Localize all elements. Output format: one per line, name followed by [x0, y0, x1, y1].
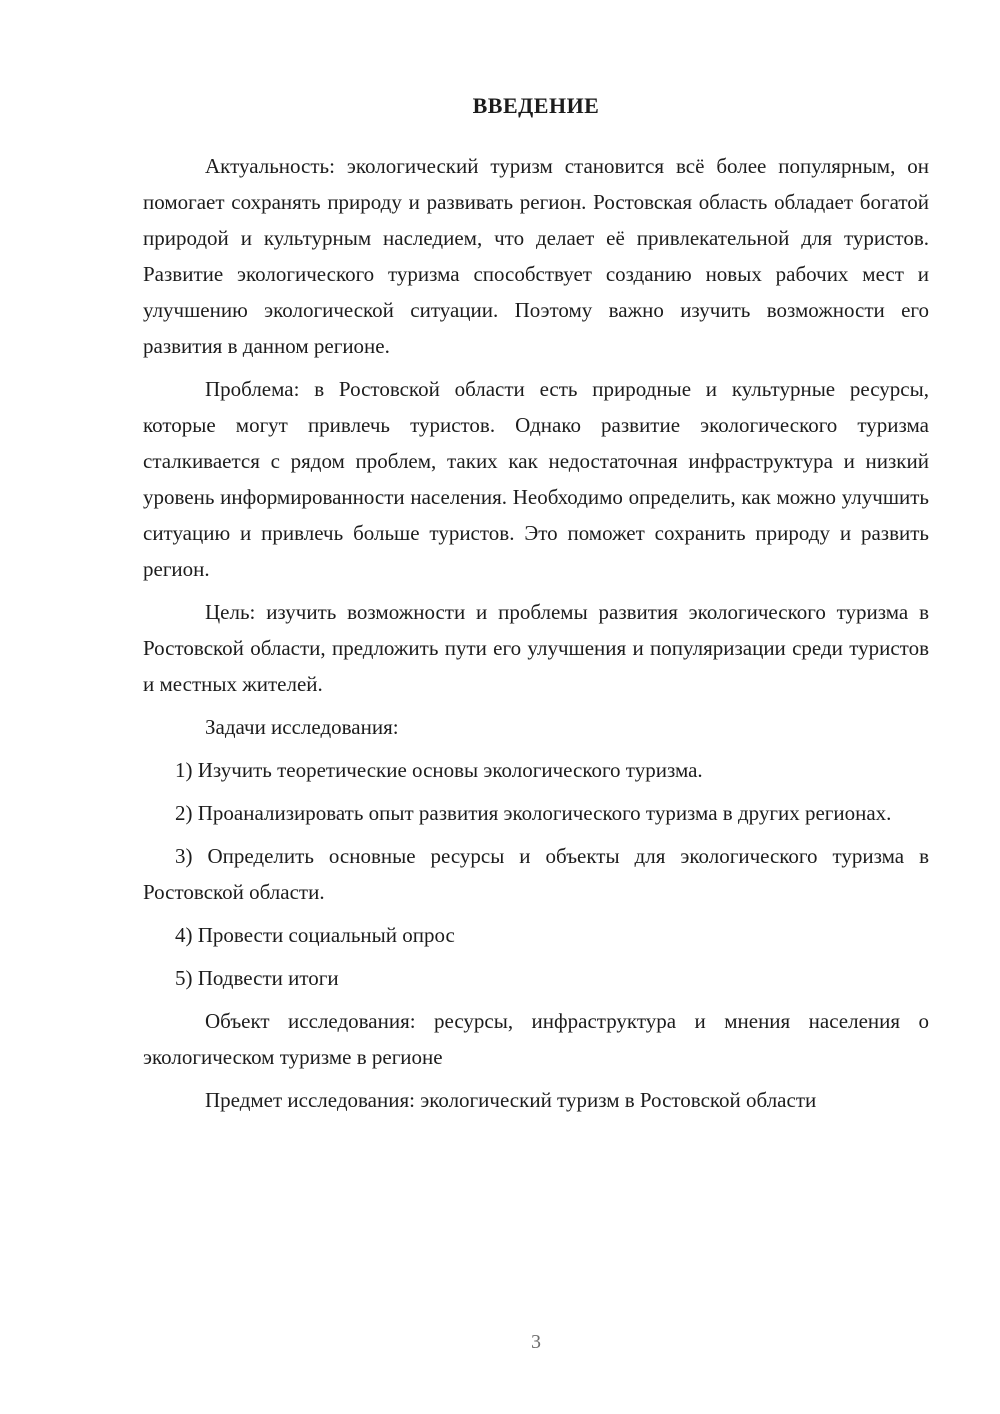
task-item-1: 1) Изучить теоретические основы экологического туризма.: [175, 758, 703, 782]
paragraph-problem: Проблема: в Ростовской области есть природные и культурные ресурсы, которые могут привлечь туристов. Однако развитие экологического туризма сталкивается с рядом проблем, таких как недостаточная инфраструктура и низкий уровень информированности населения. Необходимо определить, как можно улучшить ситуацию и привлечь больше туристов. Это поможет сохранить природу и развить регион.: [143, 377, 929, 581]
task-item-4: 4) Провести социальный опрос: [175, 923, 455, 947]
paragraph-tasks-header: Задачи исследования:: [205, 715, 399, 739]
task-item-5: 5) Подвести итоги: [175, 966, 339, 990]
task-item-2: 2) Проанализировать опыт развития экологического туризма в других регионах.: [175, 801, 892, 825]
paragraph-subject: Предмет исследования: экологический туризм в Ростовской области: [205, 1088, 817, 1112]
document-title: ВВЕДЕНИЕ: [472, 93, 600, 118]
page-number: 3: [531, 1331, 541, 1353]
task-item-3: 3) Определить основные ресурсы и объекты для экологического туризма в Ростовской области.: [143, 844, 929, 904]
paragraph-relevance: Актуальность: экологический туризм становится всё более популярным, он помогает сохранять природу и развивать регион. Ростовская область обладает богатой природой и культурным наследием, что делает её привлекательной для туристов. Развитие экологического туризма способствует созданию новых рабочих мест и улучшению экологической ситуации. Поэтому важно изучить возможности его развития в данном регионе.: [143, 154, 929, 358]
paragraph-goal: Цель: изучить возможности и проблемы развития экологического туризма в Ростовской области, предложить пути его улучшения и популяризации среди туристов и местных жителей.: [143, 600, 929, 696]
paragraph-object: Объект исследования: ресурсы, инфраструктура и мнения населения о экологическом туризме в регионе: [143, 1009, 929, 1069]
